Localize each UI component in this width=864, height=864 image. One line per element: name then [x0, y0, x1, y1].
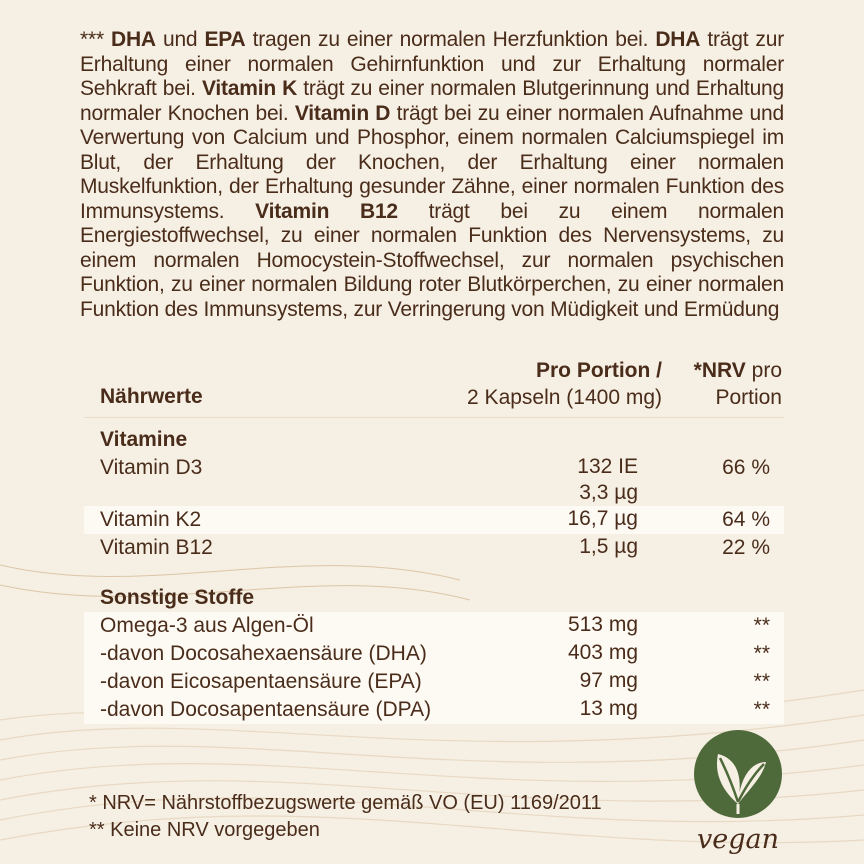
row-amount: 13 mg [579, 697, 638, 720]
footnote-no-nrv: ** Keine NRV vorgegeben [89, 819, 320, 841]
row-amount: 1,5 µg [579, 535, 638, 558]
intro-text: trägt bei zu einer normalen Aufnahme und Verwertung von Calcium und Phosphor, einem normalen Calciumspiegel im Blut, der Erhaltung der Knochen, der Erhaltung einer normalen Muskelfunktion, der Erhaltung gesunder Zähne, einer normalen Funktion des Immunsystems. [80, 101, 784, 223]
portion-header-line1: Pro Portion / [536, 359, 662, 382]
row-amount [577, 454, 638, 506]
health-claims-text [80, 28, 784, 322]
intro-text: trägt bei zu einem normalen Energiestoffwechsel, zu einer normalen Funktion des Nervensystems, zu einem normalen Homocystein-Stoffwechsel, zur normalen psychischen Funktion, zu einer normalen Bildung roter Blutkörperchen, zu einer normalen Funktion des Immunsystems, zur Verringerung von Müdigkeit und Ermüdung [80, 199, 784, 321]
section-title-other: Sonstige Stoffe [100, 586, 255, 609]
row-amount: 97 mg [579, 669, 638, 692]
footnote-nrv: * NRV= Nährstoffbezugswerte gemäß VO (EU) 1169/2011 [89, 792, 602, 814]
vegan-label: vegan [696, 824, 779, 855]
intro-text: trägt zur Erhaltung einer normalen Gehirnfunktion und zur Erhaltung normaler Sehkraft bei. [80, 28, 784, 100]
column-header-name: Nährwerte [100, 385, 203, 408]
intro-text: *** [80, 28, 111, 51]
row-amount: 513 mg [567, 613, 638, 636]
vitamin-k-keyword: Vitamin K [201, 77, 298, 100]
table-row [84, 534, 784, 562]
footnotes [89, 790, 602, 844]
portion-header-line2: 2 Kapseln (1400 mg) [467, 386, 662, 409]
row-nrv: 66 % [722, 456, 770, 479]
row-label: Vitamin B12 [100, 536, 213, 559]
row-amount: 403 mg [567, 641, 638, 664]
section-title-vitamins: Vitamine [100, 428, 188, 451]
nrv-header-bold: *NRV [693, 359, 746, 382]
leaf-icon [692, 728, 784, 820]
row-label: -davon Docosapentaensäure (DPA) [100, 698, 432, 721]
intro-text: und [155, 28, 205, 51]
row-nrv: ** [753, 614, 770, 637]
row-nrv: ** [753, 670, 770, 693]
row-nrv: 22 % [722, 536, 770, 559]
dha-keyword: DHA [111, 28, 156, 51]
row-nrv: ** [753, 642, 770, 665]
intro-text: trägt zu einer normalen Blutgerinnung und Erhaltung normaler Knochen bei. [80, 77, 785, 125]
table-row [84, 696, 784, 724]
table-row [84, 612, 784, 640]
intro-text: tragen zu einer normalen Herzfunktion bei. [245, 28, 656, 51]
row-label: -davon Docosahexaensäure (DHA) [100, 642, 427, 665]
table-row [84, 668, 784, 696]
table-row [84, 454, 784, 506]
table-header [84, 355, 784, 418]
row-amount: 16,7 µg [567, 507, 638, 530]
dha-keyword: DHA [655, 28, 701, 51]
nrv-header-rest: pro [745, 359, 782, 382]
column-header-nrv [694, 357, 782, 411]
row-nrv: 64 % [722, 508, 770, 531]
vitamin-b12-keyword: Vitamin B12 [255, 199, 398, 223]
row-label: Vitamin K2 [100, 508, 202, 531]
vitamin-d-keyword: Vitamin D [294, 101, 391, 125]
nutrition-table [84, 355, 784, 724]
amount-ug: 3,3 µg [579, 481, 638, 504]
row-nrv: ** [753, 698, 770, 721]
row-label: Vitamin D3 [100, 456, 203, 479]
table-row [84, 640, 784, 668]
vegan-badge [692, 728, 784, 860]
row-label: -davon Eicosapentaensäure (EPA) [100, 670, 422, 693]
table-row [84, 506, 784, 534]
amount-ie: 132 IE [577, 455, 638, 478]
column-header-portion [467, 357, 662, 411]
nrv-header-line2: Portion [715, 386, 782, 409]
row-label: Omega-3 aus Algen-Öl [100, 614, 314, 637]
epa-keyword: EPA [204, 28, 246, 51]
